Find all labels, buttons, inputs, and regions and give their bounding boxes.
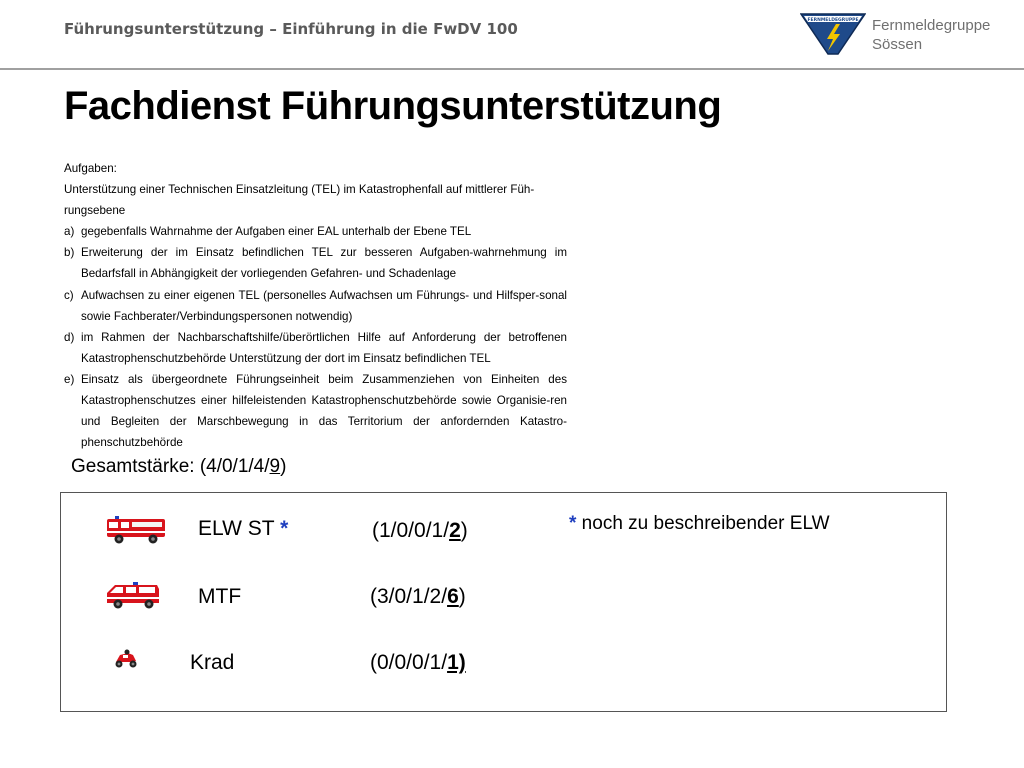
task-text: Einsatz als übergeordnete Führungseinheit beim Zusammenziehen von Einheiten des Katastrophenschutzes einer hilfeleistenden Katastrophenschutzbehörde sowie Organisie-ren und Begleiten der Marschbewegung in das Territorium der anfordernden Katastro-phenschutzbehörde — [81, 372, 567, 450]
footnote-marker: * — [280, 517, 289, 540]
footnote-text: noch zu beschreibender ELW — [576, 513, 830, 534]
strength-prefix: (1/0/0/1/ — [372, 519, 450, 542]
task-description — [64, 158, 567, 453]
task-marker: a) — [64, 225, 75, 239]
task-item-c — [64, 285, 567, 327]
strength-last: 1) — [447, 651, 466, 674]
task-marker: c) — [64, 288, 74, 302]
task-marker: d) — [64, 330, 75, 344]
total-strength — [71, 456, 286, 478]
organization-name — [872, 16, 990, 54]
task-item-d — [64, 327, 567, 369]
vehicle-name-elw-st — [198, 517, 288, 541]
task-marker: b) — [64, 246, 75, 260]
vehicle-strength-elw-st — [372, 519, 468, 543]
strength-last: 2 — [449, 519, 461, 542]
total-strength-label: Gesamtstärke: (4/0/1/4/ — [71, 456, 270, 477]
task-item-e — [64, 369, 567, 453]
task-marker: e) — [64, 372, 75, 386]
org-name-line-2: Sössen — [872, 36, 923, 53]
slide-title: Fachdienst Führungsunterstützung — [64, 84, 722, 128]
strength-prefix: (3/0/1/2/ — [370, 585, 448, 608]
vehicle-name-text: ELW ST — [198, 517, 275, 540]
tasks-intro-line-1: Unterstützung einer Technischen Einsatzleitung (TEL) im Katastrophenfall auf mittlerer Füh- — [64, 183, 535, 197]
tasks-heading: Aufgaben: — [64, 162, 117, 175]
vehicle-name-text: Krad — [190, 651, 235, 674]
command-vehicle-icon — [105, 513, 167, 545]
org-name-line-1: Fernmeldegruppe — [872, 17, 991, 34]
logo-text: FERNMELDEGRUPPE — [807, 17, 859, 23]
vehicle-name-mtf — [198, 585, 241, 609]
vehicle-name-text: MTF — [198, 585, 242, 608]
total-strength-close: ) — [280, 456, 287, 477]
strength-last: 6 — [447, 585, 459, 608]
task-text: gegebenfalls Wahrnahme der Aufgaben einer EAL unterhalb der Ebene TEL — [81, 225, 472, 239]
vehicle-strength-mtf — [370, 585, 466, 609]
vehicle-table — [60, 492, 947, 712]
tasks-intro-line-2: rungsebene — [64, 204, 126, 218]
task-item-a — [64, 221, 567, 242]
task-text: im Rahmen der Nachbarschaftshilfe/überörtlichen Hilfe auf Anforderung der betroffenen Katastrophenschutzbehörde Unterstützung der dort im Einsatz befindlichen TEL — [81, 330, 567, 365]
total-strength-last: 9 — [269, 456, 281, 477]
strength-close: ) — [458, 585, 466, 608]
motorcycle-icon — [113, 649, 139, 669]
footnote — [569, 513, 830, 535]
vehicle-name-krad — [190, 651, 234, 675]
task-text: Erweiterung der im Einsatz befindlichen TEL zur besseren Aufgaben-wahrnehmung im Bedarfsfall in Abhängigkeit der vorliegenden Gefahren- und Schadenlage — [81, 246, 567, 281]
van-icon — [105, 581, 161, 611]
header-title: Führungsunterstützung – Einführung in die FwDV 100 — [64, 20, 518, 38]
footnote-star: * — [569, 513, 577, 534]
header-divider — [0, 68, 1024, 70]
vehicle-strength-krad — [370, 651, 466, 675]
strength-prefix: (0/0/0/1/ — [370, 651, 448, 674]
task-text: Aufwachsen zu einer eigenen TEL (personelles Aufwachsen um Führungs- und Hilfsper-sonal sowie Fachberater/Verbindungspersonen notwendig) — [81, 288, 567, 323]
strength-close: ) — [460, 519, 468, 542]
task-item-b — [64, 242, 567, 284]
fernmeldegruppe-logo — [800, 12, 866, 56]
